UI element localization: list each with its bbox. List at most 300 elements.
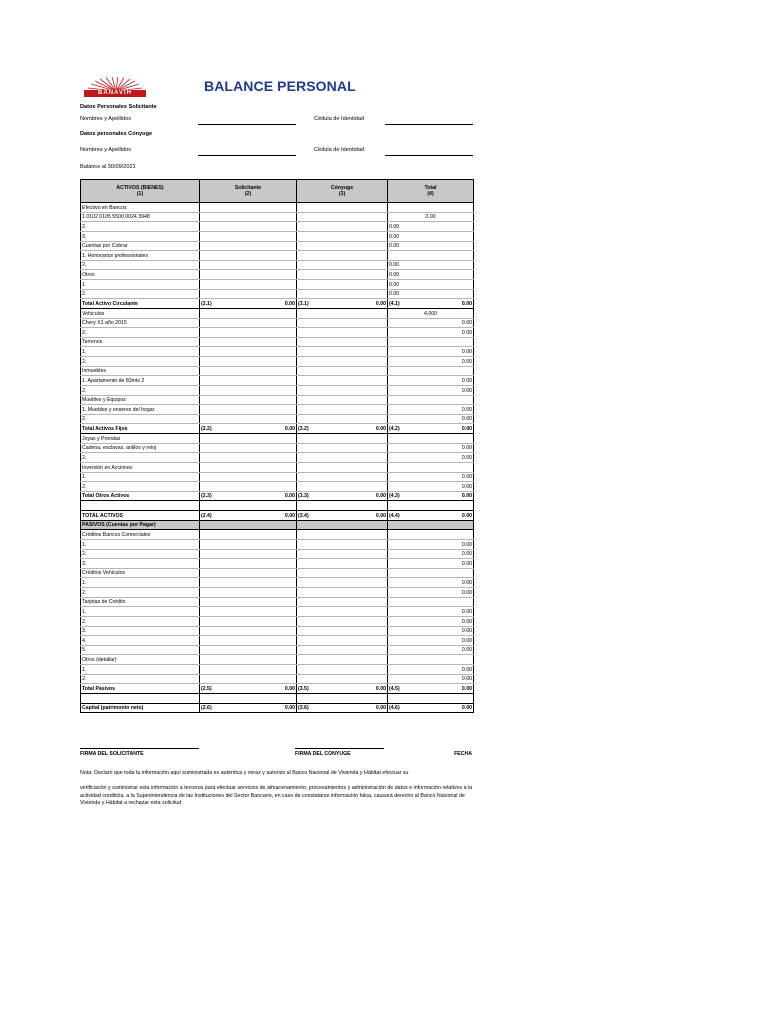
value-cell[interactable] — [200, 251, 297, 261]
value-cell[interactable]: 0.00 — [388, 588, 474, 598]
value-cell[interactable]: 0.00 — [388, 443, 474, 453]
row-label-cell: Joyas y Prendas — [81, 434, 200, 444]
table-row — [81, 280, 474, 290]
value-cell[interactable] — [297, 395, 388, 405]
cell-amount: 0.00 — [284, 426, 295, 432]
value-cell[interactable] — [297, 405, 388, 415]
value-cell[interactable] — [200, 626, 297, 636]
value-cell[interactable] — [297, 280, 388, 290]
cell-amount: 0.00 — [375, 685, 386, 692]
table-row — [81, 491, 474, 501]
row-label-cell: Créditos Vehiculos — [81, 568, 200, 578]
value-cell[interactable] — [200, 231, 297, 241]
cell-amount: 0.00 — [284, 512, 295, 519]
value-cell[interactable] — [297, 597, 388, 607]
table-row — [81, 655, 474, 665]
row-label-cell: Créditos Bancos Comerciales — [81, 530, 200, 540]
row-label-cell: 1. — [81, 578, 200, 588]
value-cell[interactable] — [200, 597, 297, 607]
value-cell[interactable] — [297, 203, 388, 213]
value-cell[interactable] — [297, 366, 388, 376]
table-row — [81, 597, 474, 607]
value-cell[interactable] — [388, 703, 474, 713]
cell-code: (2.5) — [201, 685, 212, 692]
value-cell[interactable] — [297, 674, 388, 684]
value-cell[interactable] — [200, 395, 297, 405]
value-cell[interactable] — [200, 568, 297, 578]
balance-table — [80, 179, 473, 713]
table-row — [81, 549, 474, 559]
value-cell[interactable] — [200, 511, 297, 521]
cell-code: (3.4) — [298, 512, 309, 519]
value-cell[interactable]: 0.00 — [388, 636, 474, 646]
value-cell[interactable] — [297, 231, 388, 241]
value-cell[interactable] — [200, 270, 297, 280]
row-label-cell: 2. — [81, 453, 200, 463]
value-cell[interactable] — [200, 366, 297, 376]
value-cell[interactable] — [297, 588, 388, 598]
cell-code: (4.5) — [389, 685, 400, 692]
table-row — [81, 443, 474, 453]
value-cell[interactable]: 0.00 — [388, 559, 474, 569]
logo-text: BANAVIH — [98, 90, 132, 96]
row-label-cell: 2. — [81, 414, 200, 424]
value-cell[interactable] — [200, 693, 297, 703]
value-cell[interactable] — [200, 376, 297, 386]
banavih-logo — [80, 76, 152, 98]
value-cell[interactable] — [297, 222, 388, 232]
table-row — [81, 424, 474, 434]
table-row — [81, 665, 474, 675]
value-cell[interactable] — [200, 328, 297, 338]
value-cell[interactable] — [297, 299, 388, 309]
value-cell[interactable] — [297, 520, 388, 530]
value-cell[interactable] — [388, 491, 474, 501]
value-cell[interactable]: 0.00 — [388, 405, 474, 415]
cell-code: (4.2) — [389, 426, 400, 432]
value-cell[interactable] — [297, 289, 388, 299]
value-cell[interactable]: 0.00 — [388, 472, 474, 482]
table-row — [81, 684, 474, 694]
row-label-cell: PASIVOS (Cuentas por Pagar) — [81, 520, 200, 530]
firma-conyuge-line[interactable] — [295, 748, 384, 749]
value-cell[interactable] — [297, 655, 388, 665]
value-cell[interactable] — [297, 424, 388, 434]
table-row — [81, 376, 474, 386]
row-label-cell: 2. — [81, 289, 200, 299]
value-cell[interactable]: 4,000 — [388, 308, 474, 318]
row-label-cell: 2. — [81, 328, 200, 338]
value-cell[interactable] — [200, 357, 297, 367]
cedula-label-conyuge: Cédula de Identidad — [314, 147, 365, 153]
value-cell[interactable] — [297, 443, 388, 453]
firma-solicitante-line[interactable] — [80, 748, 199, 749]
value-cell[interactable] — [200, 674, 297, 684]
row-label-cell: Total Activos Fijos — [81, 424, 200, 434]
cell-amount: 0.00 — [461, 685, 472, 692]
cell-code: (2.6) — [201, 705, 212, 712]
row-label-cell: 2. — [81, 222, 200, 232]
table-row — [81, 607, 474, 617]
value-cell[interactable]: 0.00 — [388, 222, 474, 232]
value-cell[interactable] — [200, 703, 297, 713]
value-cell[interactable] — [297, 539, 388, 549]
table-row — [81, 251, 474, 261]
cell-amount: 0.00 — [461, 512, 472, 519]
value-cell[interactable] — [200, 491, 297, 501]
row-label-cell: 3. — [81, 231, 200, 241]
value-cell[interactable] — [297, 241, 388, 251]
value-cell[interactable] — [297, 665, 388, 675]
row-label-cell: Efectivo en Bancos — [81, 203, 200, 213]
value-cell[interactable]: 0.00 — [388, 289, 474, 299]
value-cell[interactable] — [200, 655, 297, 665]
table-row — [81, 501, 474, 511]
value-cell[interactable] — [200, 424, 297, 434]
row-label-cell: 1. Muebles y enseres del hogar — [81, 405, 200, 415]
value-cell[interactable] — [200, 665, 297, 675]
table-row — [81, 703, 474, 713]
value-cell[interactable] — [297, 703, 388, 713]
row-label-cell: Cuentas por Cobrar — [81, 241, 200, 251]
cell-code: (4.3) — [389, 493, 400, 500]
value-cell[interactable] — [388, 693, 474, 703]
table-row — [81, 539, 474, 549]
value-cell[interactable] — [200, 482, 297, 492]
table-row — [81, 203, 474, 213]
value-cell[interactable] — [297, 559, 388, 569]
nombres-field-conyuge[interactable] — [198, 155, 296, 156]
value-cell[interactable]: 0.00 — [388, 357, 474, 367]
table-row — [81, 626, 474, 636]
table-row — [81, 241, 474, 251]
table-row — [81, 385, 474, 395]
cell-amount: 0.00 — [284, 685, 295, 692]
row-label-cell: Total Pasivos — [81, 684, 200, 694]
cell-code: (2.4) — [201, 512, 212, 519]
table-row — [81, 568, 474, 578]
value-cell[interactable] — [297, 511, 388, 521]
cell-code: (3.1) — [298, 300, 309, 307]
value-cell[interactable]: 0.00 — [388, 347, 474, 357]
value-cell[interactable] — [388, 337, 474, 347]
value-cell[interactable]: 0.00 — [388, 280, 474, 290]
nombres-field-solicitante[interactable] — [198, 124, 296, 125]
balance-date: Balance al 30/09/2021 — [80, 164, 136, 170]
value-cell[interactable] — [200, 539, 297, 549]
row-label-cell: 2. — [81, 385, 200, 395]
value-cell[interactable] — [388, 530, 474, 540]
value-cell[interactable] — [297, 270, 388, 280]
cell-amount: 0.00 — [375, 705, 386, 712]
value-cell[interactable] — [200, 212, 297, 222]
value-cell[interactable]: 0.00 — [388, 328, 474, 338]
value-cell[interactable] — [388, 366, 474, 376]
value-cell[interactable] — [200, 520, 297, 530]
value-cell[interactable] — [388, 655, 474, 665]
row-label-cell: Muebles y Equipos — [81, 395, 200, 405]
table-row — [81, 318, 474, 328]
value-cell[interactable] — [200, 385, 297, 395]
nombres-label-solicitante: Nombres y Apellidos — [80, 116, 131, 122]
row-label-cell: Vehiculos — [81, 308, 200, 318]
value-cell[interactable] — [297, 414, 388, 424]
table-row — [81, 616, 474, 626]
value-cell[interactable] — [297, 347, 388, 357]
value-cell[interactable] — [297, 453, 388, 463]
table-row — [81, 337, 474, 347]
row-label-cell: 2. — [81, 674, 200, 684]
value-cell[interactable] — [200, 308, 297, 318]
firma-conyuge-label: FIRMA DEL CONYUGE — [295, 751, 351, 757]
value-cell[interactable]: 0.00 — [388, 241, 474, 251]
value-cell[interactable] — [297, 462, 388, 472]
table-row — [81, 212, 474, 222]
value-cell[interactable] — [200, 443, 297, 453]
note-paragraph-2: verificación y suministrar esta información a terceros para efectuar servicios de almacenamiento, procesamientos y administración de datos e información relativos a la actividad crediticia, a la Superintendencia de las Instituciones del Sector Bancario, en caso de constatarse información falsa, causará derecho al Banco Nacional de Vivienda y Hábitat a rechazar esta solicitud — [80, 785, 473, 807]
value-cell[interactable] — [200, 501, 297, 511]
value-cell[interactable] — [388, 684, 474, 694]
value-cell[interactable]: 0.00 — [388, 674, 474, 684]
page-title: BALANCE PERSONAL — [204, 78, 356, 94]
row-label-cell: 1. Apartamento de 83mts 2 — [81, 376, 200, 386]
value-cell[interactable]: 0.00 — [388, 539, 474, 549]
table-row — [81, 578, 474, 588]
value-cell[interactable] — [297, 212, 388, 222]
value-cell[interactable] — [200, 578, 297, 588]
value-cell[interactable] — [200, 434, 297, 444]
table-row — [81, 636, 474, 646]
row-label-cell: 3. — [81, 626, 200, 636]
cell-amount: 0.00 — [284, 493, 295, 500]
nombres-label-conyuge: Nombres y Apellidos — [80, 147, 131, 153]
row-label-cell: 2. — [81, 260, 200, 270]
value-cell[interactable] — [297, 385, 388, 395]
value-cell[interactable] — [200, 280, 297, 290]
value-cell[interactable]: 0.00 — [388, 212, 474, 222]
value-cell[interactable]: 0.00 — [388, 453, 474, 463]
table-row — [81, 434, 474, 444]
row-label-cell: 1. Honorarios professionales — [81, 251, 200, 261]
value-cell[interactable] — [200, 405, 297, 415]
row-label-cell: 2. — [81, 549, 200, 559]
value-cell[interactable] — [297, 549, 388, 559]
table-row — [81, 231, 474, 241]
value-cell[interactable]: 0.00 — [388, 231, 474, 241]
value-cell[interactable] — [388, 568, 474, 578]
value-cell[interactable] — [200, 559, 297, 569]
cell-code: (4.1) — [389, 300, 400, 307]
row-label-cell: Capital (patrimonio neto) — [81, 703, 200, 713]
value-cell[interactable] — [297, 328, 388, 338]
datos-solicitante-heading: Datos Personales Solicitante — [80, 104, 157, 110]
table-row — [81, 395, 474, 405]
table-row — [81, 520, 474, 530]
value-cell[interactable]: 0.00 — [388, 578, 474, 588]
value-cell[interactable] — [297, 491, 388, 501]
table-row — [81, 270, 474, 280]
value-cell[interactable] — [200, 453, 297, 463]
row-label-cell — [81, 501, 200, 511]
value-cell[interactable] — [388, 424, 474, 434]
value-cell[interactable]: 0.00 — [388, 549, 474, 559]
value-cell[interactable]: 0.00 — [388, 260, 474, 270]
value-cell[interactable] — [200, 549, 297, 559]
value-cell[interactable] — [297, 482, 388, 492]
cell-code: (2.3) — [201, 493, 212, 500]
value-cell[interactable] — [297, 530, 388, 540]
value-cell[interactable] — [200, 241, 297, 251]
value-cell[interactable] — [200, 472, 297, 482]
value-cell[interactable] — [200, 222, 297, 232]
value-cell[interactable] — [388, 203, 474, 213]
cell-amount: 0.00 — [375, 512, 386, 519]
value-cell[interactable] — [388, 251, 474, 261]
value-cell[interactable] — [200, 607, 297, 617]
row-label-cell: 1. — [81, 539, 200, 549]
table-row — [81, 588, 474, 598]
column-header: Cónyuge (3) — [297, 180, 388, 203]
table-row — [81, 289, 474, 299]
value-cell[interactable] — [388, 511, 474, 521]
value-cell[interactable]: 0.00 — [388, 270, 474, 280]
cell-amount: 0.00 — [284, 300, 295, 307]
value-cell[interactable] — [200, 645, 297, 655]
value-cell[interactable] — [200, 318, 297, 328]
row-label-cell: Chery X1 año 2015 — [81, 318, 200, 328]
row-label-cell: 1. — [81, 472, 200, 482]
table-row — [81, 645, 474, 655]
value-cell[interactable] — [297, 578, 388, 588]
value-cell[interactable] — [297, 568, 388, 578]
value-cell[interactable]: 0.00 — [388, 385, 474, 395]
cedula-field-conyuge[interactable] — [385, 155, 473, 156]
table-row — [81, 482, 474, 492]
row-label-cell: 1. — [81, 280, 200, 290]
cedula-field-solicitante[interactable] — [385, 124, 473, 125]
table-row — [81, 357, 474, 367]
value-cell[interactable] — [200, 289, 297, 299]
cell-amount: 0.00 — [375, 300, 386, 307]
value-cell[interactable] — [297, 337, 388, 347]
value-cell[interactable] — [297, 636, 388, 646]
value-cell[interactable]: 0.00 — [388, 482, 474, 492]
value-cell[interactable]: 0.00 — [388, 626, 474, 636]
value-cell[interactable] — [200, 337, 297, 347]
value-cell[interactable] — [297, 501, 388, 511]
value-cell[interactable] — [200, 462, 297, 472]
note-paragraph-1: Nota: Declaro que toda la información aquí suministrada es auténtica y veraz y autorizo al Banco Nacional de Vivienda y Hábitat efectuar su — [80, 770, 409, 776]
value-cell[interactable] — [297, 693, 388, 703]
row-label-cell: 3. — [81, 559, 200, 569]
table-row — [81, 222, 474, 232]
cell-code: (3.2) — [298, 426, 309, 432]
value-cell[interactable] — [297, 357, 388, 367]
value-cell[interactable] — [200, 636, 297, 646]
row-label-cell: Otros — [81, 270, 200, 280]
value-cell[interactable]: 0.00 — [388, 616, 474, 626]
row-label-cell: 5. — [81, 645, 200, 655]
row-label-cell: Otros (detallar) — [81, 655, 200, 665]
value-cell[interactable] — [297, 607, 388, 617]
value-cell[interactable] — [297, 684, 388, 694]
row-label-cell: 2. — [81, 357, 200, 367]
cell-amount: 0.00 — [375, 426, 386, 432]
value-cell[interactable] — [200, 530, 297, 540]
value-cell[interactable]: 0.00 — [388, 645, 474, 655]
value-cell[interactable] — [200, 203, 297, 213]
value-cell[interactable] — [388, 395, 474, 405]
value-cell[interactable]: 0.00 — [388, 376, 474, 386]
value-cell[interactable] — [200, 616, 297, 626]
value-cell[interactable] — [297, 645, 388, 655]
value-cell[interactable] — [200, 684, 297, 694]
table-row — [81, 511, 474, 521]
table-row — [81, 299, 474, 309]
value-cell[interactable] — [200, 588, 297, 598]
table-header-row — [81, 180, 474, 203]
table-row — [81, 472, 474, 482]
cell-amount: 0.00 — [461, 705, 472, 712]
cell-amount: 0.00 — [461, 426, 472, 432]
value-cell[interactable] — [388, 299, 474, 309]
value-cell[interactable] — [200, 260, 297, 270]
value-cell[interactable] — [388, 501, 474, 511]
table-row — [81, 530, 474, 540]
value-cell[interactable] — [297, 434, 388, 444]
cell-code: (2.2) — [201, 426, 212, 432]
cell-code: (4.4) — [389, 512, 400, 519]
value-cell[interactable] — [388, 597, 474, 607]
value-cell[interactable]: 0.00 — [388, 414, 474, 424]
value-cell[interactable] — [297, 626, 388, 636]
value-cell[interactable] — [200, 414, 297, 424]
value-cell[interactable] — [297, 308, 388, 318]
firma-solicitante-label: FIRMA DEL SOLICITANTE — [80, 751, 144, 757]
value-cell[interactable] — [297, 251, 388, 261]
value-cell[interactable] — [297, 616, 388, 626]
row-label-cell: Tarjetas de Crédito — [81, 597, 200, 607]
table-row — [81, 260, 474, 270]
cedula-label-solicitante: Cédula de Identidad — [314, 116, 365, 122]
row-label-cell: 2. — [81, 482, 200, 492]
cell-code: (3.5) — [298, 685, 309, 692]
cell-code: (3.6) — [298, 705, 309, 712]
value-cell[interactable] — [388, 520, 474, 530]
cell-amount: 0.00 — [375, 493, 386, 500]
table-row — [81, 308, 474, 318]
value-cell[interactable]: 0.00 — [388, 318, 474, 328]
row-label-cell — [81, 693, 200, 703]
row-label-cell: Cadena, esclavas, anillos y reloj — [81, 443, 200, 453]
value-cell[interactable] — [297, 376, 388, 386]
table-row — [81, 414, 474, 424]
table-row — [81, 347, 474, 357]
value-cell[interactable] — [297, 260, 388, 270]
value-cell[interactable]: 0.00 — [388, 665, 474, 675]
value-cell[interactable] — [297, 472, 388, 482]
value-cell[interactable] — [388, 434, 474, 444]
row-label-cell: 2. — [81, 616, 200, 626]
value-cell[interactable] — [297, 318, 388, 328]
value-cell[interactable]: 0.00 — [388, 607, 474, 617]
value-cell[interactable] — [200, 299, 297, 309]
column-header: Solicitante (2) — [200, 180, 297, 203]
row-label-cell: TOTAL ACTIVOS — [81, 511, 200, 521]
value-cell[interactable] — [200, 347, 297, 357]
value-cell[interactable] — [388, 462, 474, 472]
table-row — [81, 693, 474, 703]
